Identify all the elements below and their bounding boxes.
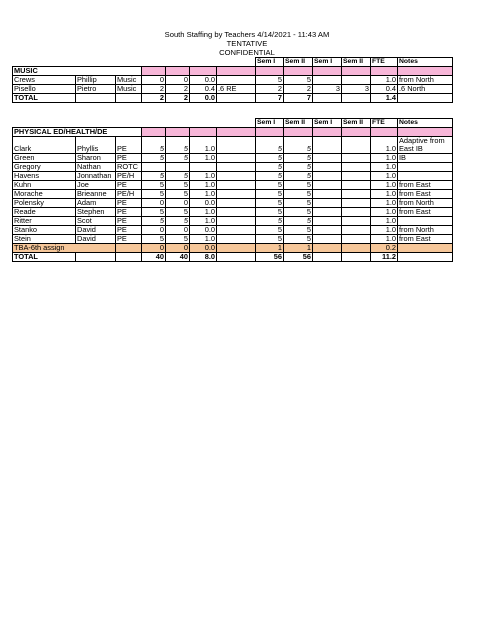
cell-sem1: 5 [256, 235, 284, 244]
cell-s1: 5 [142, 137, 166, 154]
cell-s2: 0 [166, 76, 190, 85]
course: PE [116, 226, 142, 235]
cell-fte-calc: 1.0 [190, 190, 217, 199]
total-s2: 40 [166, 253, 190, 262]
col-sem2b: Sem II [342, 58, 371, 67]
pe-table [12, 118, 453, 262]
course: Music [116, 76, 142, 85]
col-notes: Notes [398, 119, 453, 128]
total-sem1: 56 [256, 253, 284, 262]
teacher-first-name: Brieanne [76, 190, 116, 199]
col-sem1b: Sem I [313, 58, 342, 67]
cell-notes: Adaptive from East IB [398, 137, 453, 154]
cell-sem2: 1 [284, 244, 313, 253]
cell-notes: IB [398, 154, 453, 163]
cell-sem2: 5 [284, 199, 313, 208]
teacher-first-name: David [76, 226, 116, 235]
cell-s2: 5 [166, 235, 190, 244]
cell-s2: 0 [166, 199, 190, 208]
section-title-pe: PHYSICAL ED/HEALTH/DE [13, 128, 142, 137]
cell-sem2b: 3 [342, 85, 371, 94]
cell-sem1: 5 [256, 137, 284, 154]
cell-fte-calc: 1.0 [190, 217, 217, 226]
cell-s1: 0 [142, 244, 166, 253]
cell-notes: from East [398, 190, 453, 199]
teacher-last-name: Morache [13, 190, 76, 199]
cell-sem2: 5 [284, 235, 313, 244]
cell-sem2: 2 [284, 85, 313, 94]
cell-sem1: 5 [256, 76, 284, 85]
cell-sem1: 5 [256, 226, 284, 235]
cell-notes [398, 163, 453, 172]
course: PE [116, 235, 142, 244]
cell-fte: 1.0 [371, 226, 398, 235]
cell-s1: 0 [142, 226, 166, 235]
cell-fte-calc: 1.0 [190, 235, 217, 244]
teacher-last-name: Crews [13, 76, 76, 85]
cell-s1: 2 [142, 85, 166, 94]
col-sem1b: Sem I [313, 119, 342, 128]
cell-sem2: 5 [284, 226, 313, 235]
teacher-first-name: Phyllis [76, 137, 116, 154]
cell-sem2: 5 [284, 217, 313, 226]
teacher-last-name: Reade [13, 208, 76, 217]
teacher-first-name: Pietro [76, 85, 116, 94]
cell-s1: 5 [142, 208, 166, 217]
cell-sem1b: 3 [313, 85, 342, 94]
cell-s1: 5 [142, 235, 166, 244]
cell-s1: 5 [142, 190, 166, 199]
cell-s2: 2 [166, 85, 190, 94]
cell-fte-calc: 1.0 [190, 181, 217, 190]
col-sem2: Sem II [284, 58, 313, 67]
table-row [13, 208, 453, 217]
cell-notes: from North [398, 199, 453, 208]
total-fte-calc: 0.0 [190, 94, 217, 103]
music-section-row [13, 67, 453, 76]
teacher-first-name: Adam [76, 199, 116, 208]
cell-fte: 0.2 [371, 244, 398, 253]
cell-fte-calc [190, 163, 217, 172]
teacher-first-name: Joe [76, 181, 116, 190]
table-row [13, 137, 453, 154]
cell-fte: 1.0 [371, 190, 398, 199]
teacher-last-name: Gregory [13, 163, 76, 172]
music-column-header-row [13, 58, 453, 67]
cell-s2: 5 [166, 154, 190, 163]
total-sem1: 7 [256, 94, 284, 103]
cell-fte-calc: 1.0 [190, 154, 217, 163]
col-fte: FTE [371, 119, 398, 128]
cell-notes: from North [398, 76, 453, 85]
course: PE [116, 181, 142, 190]
cell-fte: 1.0 [371, 137, 398, 154]
cell-s1: 0 [142, 199, 166, 208]
cell-fte: 1.0 [371, 217, 398, 226]
cell-sem2: 5 [284, 208, 313, 217]
cell-notes [398, 172, 453, 181]
total-row [13, 94, 453, 103]
table-row [13, 181, 453, 190]
cell-sem1: 5 [256, 154, 284, 163]
cell-fte-calc: 0.4 [190, 85, 217, 94]
teacher-last-name: Stein [13, 235, 76, 244]
cell-s2: 5 [166, 137, 190, 154]
cell-sem1: 2 [256, 85, 284, 94]
cell-fte: 0.4 [371, 85, 398, 94]
teacher-last-name: Polensky [13, 199, 76, 208]
course: PE [116, 217, 142, 226]
pe-section-row [13, 128, 453, 137]
teacher-last-name: Havens [13, 172, 76, 181]
course: PE/H [116, 172, 142, 181]
cell-fte-calc: 0.0 [190, 226, 217, 235]
cell-s2: 5 [166, 190, 190, 199]
cell-fte: 1.0 [371, 199, 398, 208]
report-classification: CONFIDENTIAL [219, 48, 275, 57]
cell-sem2: 5 [284, 163, 313, 172]
report-status: TENTATIVE [226, 39, 268, 48]
cell-fte: 1.0 [371, 208, 398, 217]
total-sem2: 7 [284, 94, 313, 103]
cell-s2: 0 [166, 244, 190, 253]
total-s1: 2 [142, 94, 166, 103]
cell-notes: from North [398, 226, 453, 235]
cell-fte-calc: 1.0 [190, 137, 217, 154]
cell-s1: 0 [142, 76, 166, 85]
cell-s1 [142, 163, 166, 172]
table-row [13, 163, 453, 172]
teacher-first-name: Jonnathan [76, 172, 116, 181]
teacher-last-name: Clark [13, 137, 76, 154]
tba-label: TBA-6th assign [13, 244, 116, 253]
cell-notes: from East [398, 208, 453, 217]
cell-fte: 1.0 [371, 76, 398, 85]
report-title: South Staffing by Teachers 4/14/2021 - 11:43 AM [164, 30, 330, 39]
cell-s2: 5 [166, 217, 190, 226]
cell-s2: 5 [166, 172, 190, 181]
cell-fte-calc: 0.0 [190, 244, 217, 253]
table-row [13, 235, 453, 244]
cell-fte-calc: 1.0 [190, 172, 217, 181]
course: PE [116, 154, 142, 163]
cell-sem2b [342, 76, 371, 85]
cell-s1: 5 [142, 154, 166, 163]
course: ROTC [116, 163, 142, 172]
cell-fte-calc: 0.0 [190, 199, 217, 208]
course: PE/H [116, 190, 142, 199]
total-fte: 1.4 [371, 94, 398, 103]
cell-sem1: 5 [256, 172, 284, 181]
cell-s2: 0 [166, 226, 190, 235]
course: PE [116, 137, 142, 154]
col-sem1: Sem I [256, 58, 284, 67]
cell-note1 [217, 76, 256, 85]
table-row [13, 76, 453, 85]
table-row [13, 172, 453, 181]
cell-sem1: 1 [256, 244, 284, 253]
table-row [13, 199, 453, 208]
teacher-first-name: David [76, 235, 116, 244]
cell-sem2: 5 [284, 190, 313, 199]
cell-s1: 5 [142, 217, 166, 226]
cell-sem2: 5 [284, 172, 313, 181]
table-row [13, 190, 453, 199]
tba-row [13, 244, 453, 253]
course: PE [116, 199, 142, 208]
cell-fte: 1.0 [371, 154, 398, 163]
cell-sem1: 5 [256, 199, 284, 208]
cell-sem2: 5 [284, 76, 313, 85]
cell-note1: .6 RE [217, 85, 256, 94]
total-label: TOTAL [13, 253, 76, 262]
col-sem2: Sem II [284, 119, 313, 128]
cell-sem2: 5 [284, 137, 313, 154]
cell-notes: .6 North [398, 85, 453, 94]
course: Music [116, 85, 142, 94]
cell-sem1: 5 [256, 190, 284, 199]
total-s2: 2 [166, 94, 190, 103]
section-title-music: MUSIC [13, 67, 142, 76]
cell-s1: 5 [142, 181, 166, 190]
teacher-first-name: Nathan [76, 163, 116, 172]
teacher-last-name: Pisello [13, 85, 76, 94]
cell-sem2: 5 [284, 154, 313, 163]
cell-fte: 1.0 [371, 163, 398, 172]
cell-fte-calc: 0.0 [190, 76, 217, 85]
cell-fte: 1.0 [371, 235, 398, 244]
col-sem1: Sem I [256, 119, 284, 128]
total-fte: 11.2 [371, 253, 398, 262]
teacher-last-name: Green [13, 154, 76, 163]
cell-sem1: 5 [256, 208, 284, 217]
cell-s2: 5 [166, 181, 190, 190]
cell-fte-calc: 1.0 [190, 208, 217, 217]
cell-sem1: 5 [256, 217, 284, 226]
cell-s2: 5 [166, 208, 190, 217]
teacher-last-name: Ritter [13, 217, 76, 226]
cell-s1: 5 [142, 172, 166, 181]
table-row [13, 85, 453, 94]
table-row [13, 226, 453, 235]
cell-sem1: 5 [256, 163, 284, 172]
cell-sem1: 5 [256, 181, 284, 190]
table-row [13, 154, 453, 163]
teacher-last-name: Stanko [13, 226, 76, 235]
total-row [13, 253, 453, 262]
table-row [13, 217, 453, 226]
course: PE [116, 208, 142, 217]
teacher-last-name: Kuhn [13, 181, 76, 190]
col-notes: Notes [398, 58, 453, 67]
cell-fte: 1.0 [371, 172, 398, 181]
cell-s2 [166, 163, 190, 172]
teacher-first-name: Scot [76, 217, 116, 226]
cell-sem2: 5 [284, 181, 313, 190]
total-sem2: 56 [284, 253, 313, 262]
pe-column-header-row [13, 119, 453, 128]
total-fte-calc: 8.0 [190, 253, 217, 262]
col-sem2b: Sem II [342, 119, 371, 128]
total-s1: 40 [142, 253, 166, 262]
teacher-first-name: Stephen [76, 208, 116, 217]
cell-notes [398, 217, 453, 226]
cell-notes: from East [398, 235, 453, 244]
music-table [12, 57, 453, 103]
cell-fte: 1.0 [371, 181, 398, 190]
total-label: TOTAL [13, 94, 76, 103]
cell-sem1b [313, 76, 342, 85]
cell-notes: from East [398, 181, 453, 190]
teacher-first-name: Sharon [76, 154, 116, 163]
col-fte: FTE [371, 58, 398, 67]
teacher-first-name: Phillip [76, 76, 116, 85]
